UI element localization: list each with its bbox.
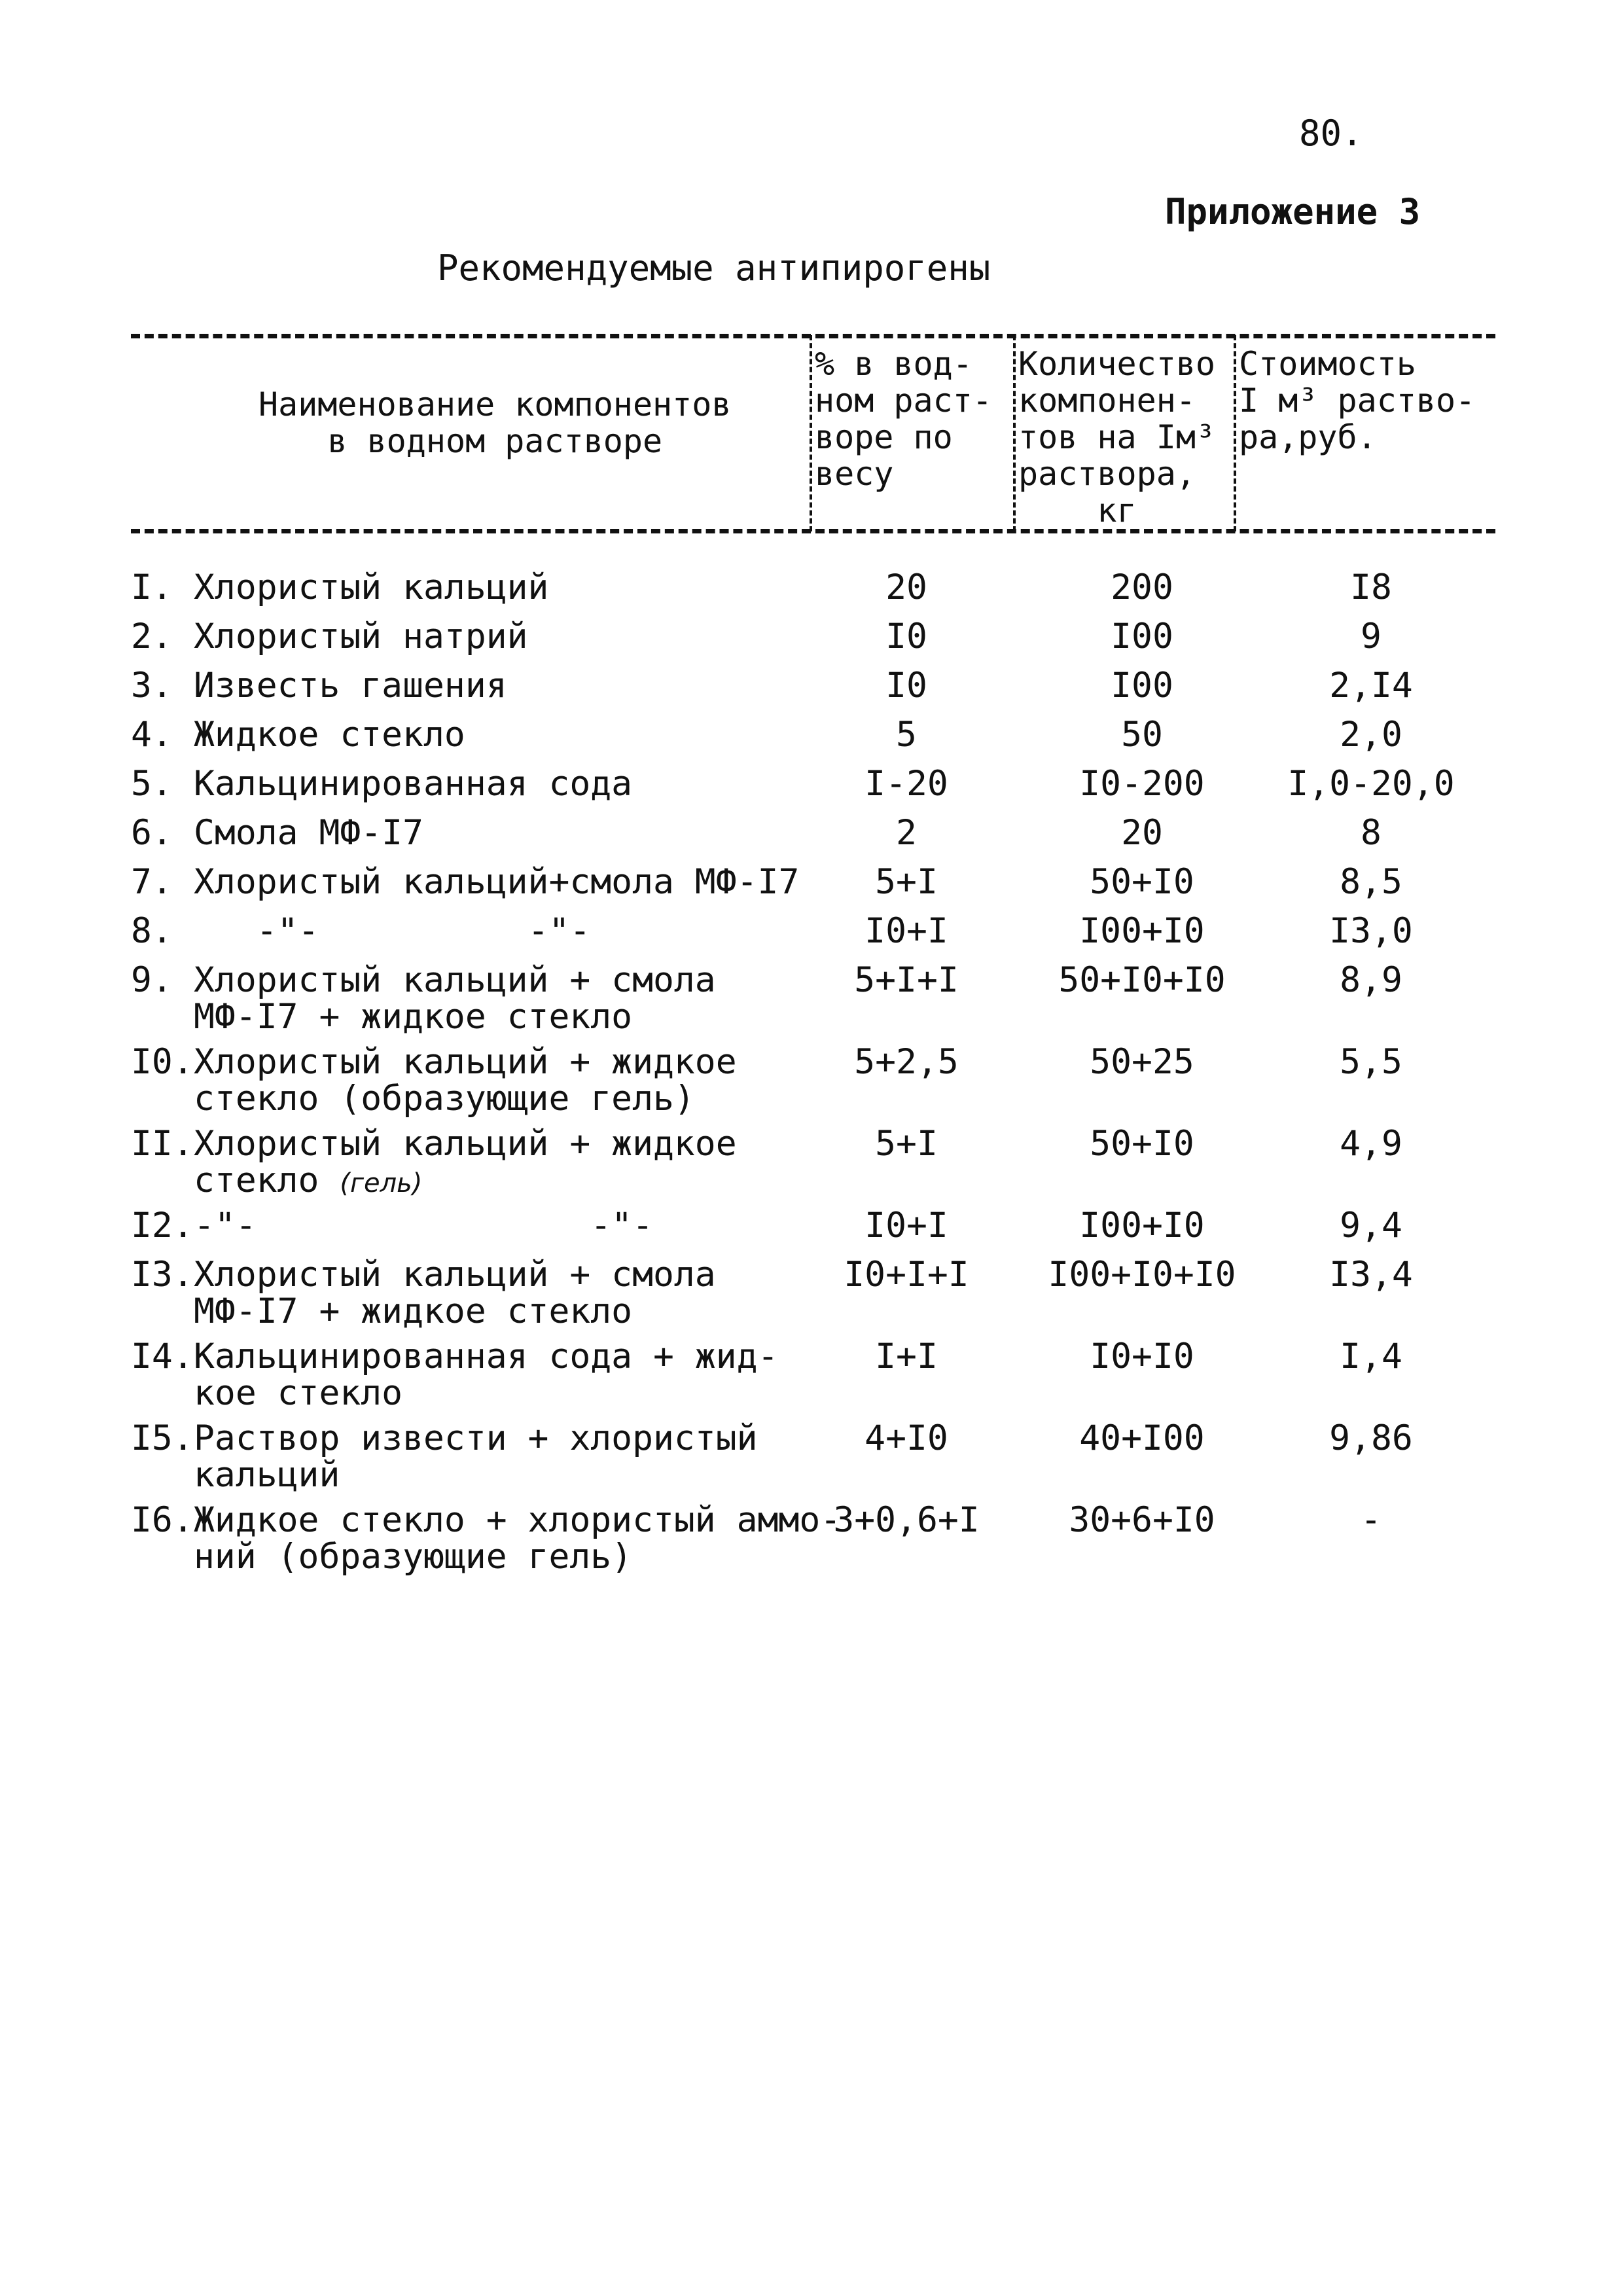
quantity-value: I00 [1111, 617, 1173, 656]
percent-value: 4+I0 [865, 1418, 948, 1458]
cost-value: 2,0 [1340, 715, 1402, 755]
cost-value: 4,9 [1340, 1124, 1402, 1164]
quantity-value: I00+I0 [1079, 1206, 1205, 1246]
quantity-value: I00+I0+I0 [1048, 1255, 1236, 1295]
handwritten-note: (гель) [340, 1168, 423, 1198]
component-name: Хлористый кальций + смола МФ-I7 + жидкое стекло [194, 1255, 716, 1331]
cost-value: 2,I4 [1329, 666, 1413, 706]
component-name: Хлористый кальций + жидкое стекло (гель) [194, 1124, 737, 1200]
row-number: 5. [131, 764, 173, 804]
row-number: 4. [131, 715, 173, 755]
percent-value: 2 [896, 813, 917, 853]
component-name: Кальцинированная сода [194, 764, 633, 804]
cost-value: 8,9 [1340, 960, 1402, 1000]
percent-value: 5+I+I [854, 960, 959, 1000]
quantity-value: 50+25 [1090, 1042, 1194, 1082]
percent-value: 5 [896, 715, 917, 755]
component-name: Известь гашения [194, 666, 507, 706]
cost-value: 9,86 [1329, 1418, 1413, 1458]
quantity-value: 50 [1121, 715, 1163, 755]
row-number: 3. [131, 666, 173, 706]
row-number: 6. [131, 813, 173, 853]
component-name: Хлористый кальций [194, 567, 549, 607]
header-quantity: Количество компонен- тов на Iм³ раствора, кг [1018, 345, 1216, 529]
header-separator-2 [1013, 335, 1016, 531]
header-cost: Стоимость I м³ раство- ра,руб. [1239, 345, 1476, 456]
appendix-label: Приложение 3 [1165, 191, 1421, 232]
row-number: I3. [131, 1255, 194, 1295]
page-number: 80. [1299, 113, 1363, 154]
percent-value: I0 [885, 617, 927, 656]
quantity-value: 200 [1111, 567, 1173, 607]
quantity-value: I0-200 [1079, 764, 1205, 804]
component-name: -"- -"- [194, 1206, 653, 1246]
component-name: Смола МФ-I7 [194, 813, 423, 853]
table-top-rule [131, 334, 1495, 338]
cost-value: I,4 [1340, 1336, 1402, 1376]
quantity-value: I00 [1111, 666, 1173, 706]
header-separator-1 [810, 335, 812, 531]
row-number: I4. [131, 1336, 194, 1376]
component-name: Хлористый кальций+смола МФ-I7 [194, 862, 800, 902]
percent-value: I0+I+I [844, 1255, 969, 1295]
header-name: Наименование компонентов в водном растворе [259, 386, 732, 460]
cost-value: I,0-20,0 [1287, 764, 1455, 804]
cost-value: I3,0 [1329, 911, 1413, 951]
quantity-value: 40+I00 [1079, 1418, 1205, 1458]
percent-value: I0+I [865, 911, 948, 951]
row-number: 7. [131, 862, 173, 902]
component-name: Хлористый натрий [194, 617, 528, 656]
quantity-value: 50+I0+I0 [1058, 960, 1226, 1000]
component-name: Кальцинированная сода + жид- кое стекло [194, 1336, 779, 1413]
header-separator-3 [1234, 335, 1236, 531]
component-name: Жидкое стекло [194, 715, 465, 755]
row-number: I0. [131, 1042, 194, 1082]
cost-value: I8 [1350, 567, 1392, 607]
row-number: I6. [131, 1500, 194, 1540]
cost-value: 8,5 [1340, 862, 1402, 902]
percent-value: I0+I [865, 1206, 948, 1246]
component-name: -"- -"- [194, 911, 591, 951]
component-name: Жидкое стекло + хлористый аммо- ний (образующие гель) [194, 1500, 842, 1577]
row-number: I. [131, 567, 173, 607]
quantity-value: 50+I0 [1090, 862, 1194, 902]
quantity-value: I0+I0 [1090, 1336, 1194, 1376]
row-number: I2. [131, 1206, 194, 1246]
quantity-value: I00+I0 [1079, 911, 1205, 951]
cost-value: 9,4 [1340, 1206, 1402, 1246]
header-percent: % в вод- ном раст- воре по весу [815, 345, 992, 493]
cost-value: 9 [1361, 617, 1382, 656]
quantity-value: 20 [1121, 813, 1163, 853]
quantity-value: 30+6+I0 [1069, 1500, 1215, 1540]
row-number: 8. [131, 911, 173, 951]
percent-value: 5+I [875, 862, 938, 902]
row-number: I5. [131, 1418, 194, 1458]
cost-value: - [1361, 1500, 1382, 1540]
table-header-bottom-rule [131, 529, 1495, 533]
percent-value: I-20 [865, 764, 948, 804]
percent-value: 5+I [875, 1124, 938, 1164]
row-number: 2. [131, 617, 173, 656]
percent-value: 5+2,5 [854, 1042, 959, 1082]
cost-value: 5,5 [1340, 1042, 1402, 1082]
component-name: Раствор извести + хлористый кальций [194, 1418, 758, 1495]
row-number: II. [131, 1124, 194, 1164]
quantity-value: 50+I0 [1090, 1124, 1194, 1164]
percent-value: I+I [875, 1336, 938, 1376]
cost-value: I3,4 [1329, 1255, 1413, 1295]
component-name: Хлористый кальций + смола МФ-I7 + жидкое стекло [194, 960, 716, 1037]
row-number: 9. [131, 960, 173, 1000]
percent-value: 20 [885, 567, 927, 607]
document-title: Рекомендуемые антипирогены [437, 247, 991, 289]
percent-value: I0 [885, 666, 927, 706]
component-name: Хлористый кальций + жидкое стекло (образующие гель) [194, 1042, 737, 1119]
cost-value: 8 [1361, 813, 1382, 853]
percent-value: 3+0,6+I [833, 1500, 980, 1540]
